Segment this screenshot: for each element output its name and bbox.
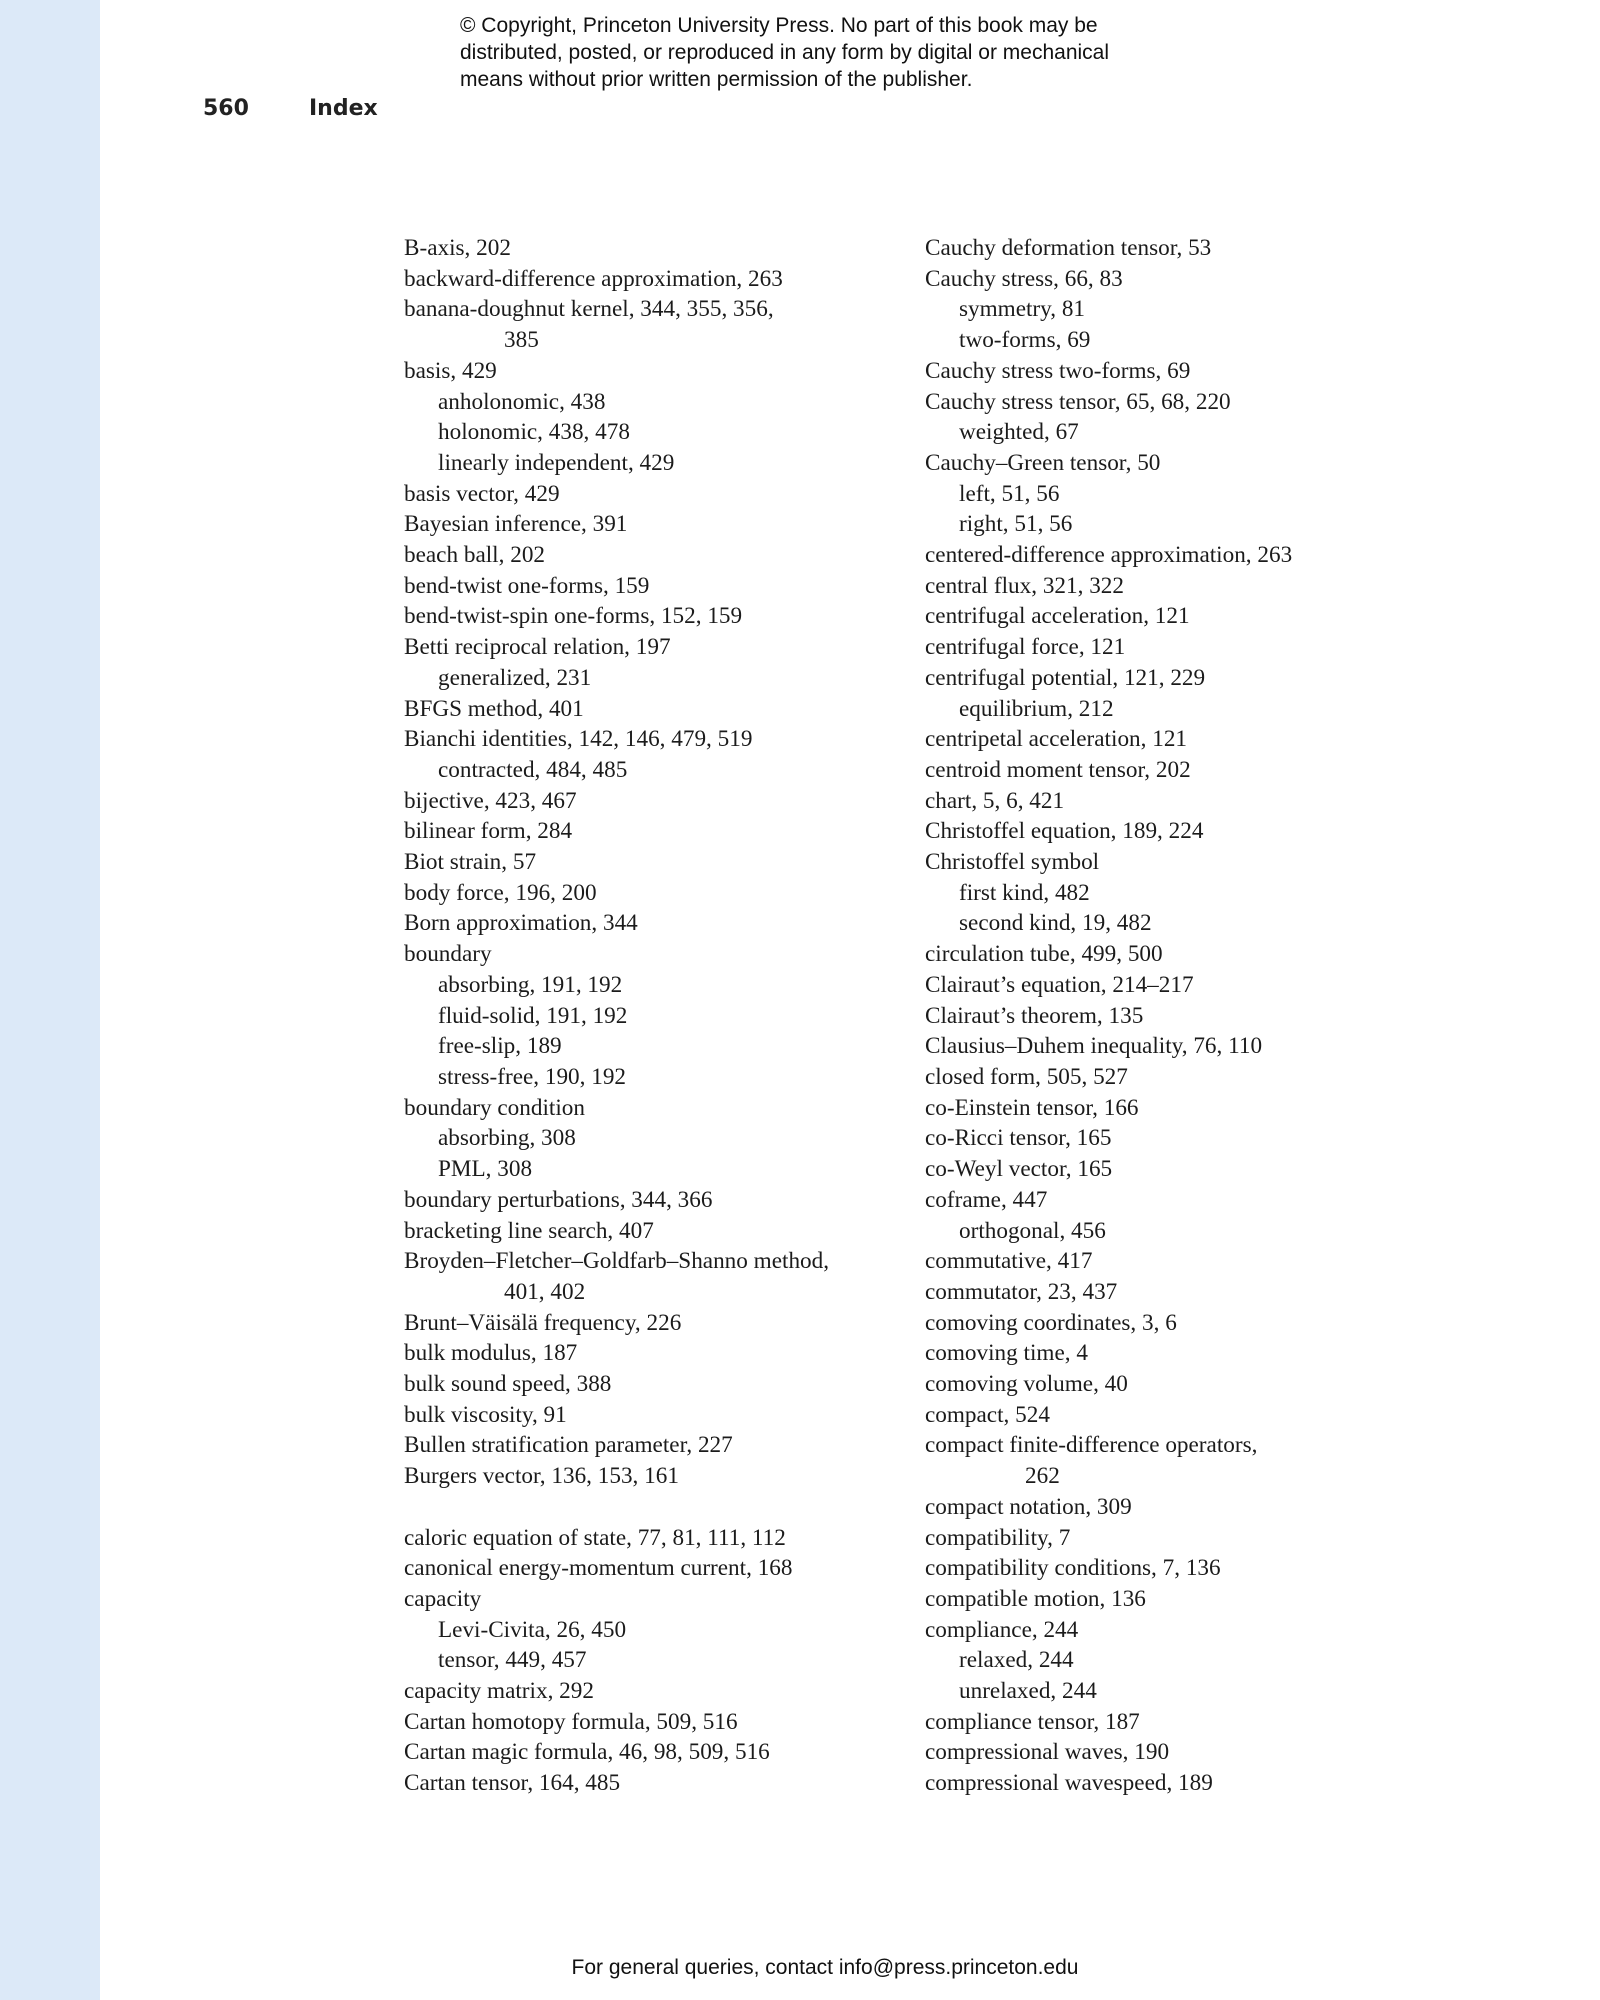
index-entry: Christoffel equation, 189, 224 (925, 818, 1204, 845)
index-entry: bulk viscosity, 91 (404, 1401, 567, 1428)
index-entry: Cartan tensor, 164, 485 (404, 1770, 621, 1797)
index-entry: boundary (404, 941, 492, 968)
index-entry: comoving volume, 40 (925, 1371, 1128, 1398)
copyright-line: means without prior written permission of the publisher. (460, 68, 973, 91)
index-entry: compatibility conditions, 7, 136 (925, 1555, 1221, 1582)
index-entry: bracketing line search, 407 (404, 1217, 654, 1244)
index-subentry: unrelaxed, 244 (959, 1678, 1097, 1705)
index-column-right (925, 233, 1425, 1799)
index-entry: compressional wavespeed, 189 (925, 1770, 1213, 1797)
index-subentry: PML, 308 (438, 1156, 533, 1183)
index-entry: centrifugal potential, 121, 229 (925, 664, 1206, 691)
index-entry: comoving coordinates, 3, 6 (925, 1309, 1177, 1336)
index-entry: Cartan homotopy formula, 509, 516 (404, 1708, 738, 1735)
index-entry: Christoffel symbol (925, 849, 1100, 876)
index-entry-continuation: 385 (504, 327, 539, 354)
index-entry: circulation tube, 499, 500 (925, 941, 1163, 968)
index-subentry: holonomic, 438, 478 (438, 419, 630, 446)
index-entry: canonical energy-momentum current, 168 (404, 1555, 793, 1582)
index-entry: caloric equation of state, 77, 81, 111, 112 (404, 1524, 786, 1551)
index-entry: centered-difference approximation, 263 (925, 542, 1293, 569)
index-subentry: linearly independent, 429 (438, 449, 675, 476)
index-subentry: equilibrium, 212 (959, 695, 1114, 722)
index-entry: basis, 429 (404, 357, 497, 384)
index-entry: body force, 196, 200 (404, 879, 597, 906)
index-subentry: stress-free, 190, 192 (438, 1063, 627, 1090)
index-subentry: two-forms, 69 (959, 327, 1091, 354)
index-entry: Betti reciprocal relation, 197 (404, 634, 671, 661)
index-entry: centroid moment tensor, 202 (925, 756, 1191, 783)
index-subentry: contracted, 484, 485 (438, 756, 628, 783)
index-entry: capacity matrix, 292 (404, 1678, 594, 1705)
index-entry: Biot strain, 57 (404, 849, 537, 876)
index-entry: Bianchi identities, 142, 146, 479, 519 (404, 726, 753, 753)
index-entry: centripetal acceleration, 121 (925, 726, 1188, 753)
index-entry: compliance tensor, 187 (925, 1708, 1140, 1735)
index-entry: bulk sound speed, 388 (404, 1371, 612, 1398)
index-entry: capacity (404, 1585, 482, 1612)
index-subentry: free-slip, 189 (438, 1033, 562, 1060)
index-entry: bilinear form, 284 (404, 818, 573, 845)
index-entry: Cauchy stress, 66, 83 (925, 265, 1123, 292)
index-entry: compliance, 244 (925, 1616, 1079, 1643)
index-subentry: fluid-solid, 191, 192 (438, 1002, 628, 1029)
index-entry: Brunt–Väisälä frequency, 226 (404, 1309, 682, 1336)
index-entry: compact notation, 309 (925, 1493, 1132, 1520)
index-entry-continuation: 401, 402 (504, 1278, 586, 1305)
index-subentry: absorbing, 308 (438, 1125, 576, 1152)
index-entry: Broyden–Fletcher–Goldfarb–Shanno method, (404, 1248, 830, 1275)
index-entry: Bullen stratification parameter, 227 (404, 1432, 733, 1459)
index-entry: Clairaut’s theorem, 135 (925, 1002, 1144, 1029)
index-entry: Clairaut’s equation, 214–217 (925, 971, 1194, 998)
index-entry: compatible motion, 136 (925, 1585, 1146, 1612)
index-entry: compact, 524 (925, 1401, 1050, 1428)
index-entry: Burgers vector, 136, 153, 161 (404, 1463, 679, 1490)
index-subentry: Levi-Civita, 26, 450 (438, 1616, 627, 1643)
index-entry: boundary condition (404, 1094, 585, 1121)
side-margin-strip (0, 0, 100, 2000)
index-entry: BFGS method, 401 (404, 695, 584, 722)
footer-contact: For general queries, contact info@press.princeton.edu (571, 1956, 1079, 1979)
index-entry: basis vector, 429 (404, 480, 560, 507)
index-subentry: symmetry, 81 (959, 296, 1086, 323)
index-subentry: left, 51, 56 (959, 480, 1060, 507)
index-entry: compatibility, 7 (925, 1524, 1071, 1551)
index-entry: Cauchy deformation tensor, 53 (925, 235, 1212, 261)
index-entry: bulk modulus, 187 (404, 1340, 578, 1367)
index-entry: boundary perturbations, 344, 366 (404, 1186, 713, 1213)
index-subentry: weighted, 67 (959, 419, 1079, 446)
index-subentry: second kind, 19, 482 (959, 910, 1152, 937)
index-entry: co-Einstein tensor, 166 (925, 1094, 1139, 1121)
index-entry: bend-twist one-forms, 159 (404, 572, 650, 599)
index-entry: central flux, 321, 322 (925, 572, 1124, 599)
index-entry: comoving time, 4 (925, 1340, 1088, 1367)
index-subentry: relaxed, 244 (959, 1647, 1074, 1674)
index-entry-continuation: 262 (1025, 1463, 1060, 1490)
index-entry: commutative, 417 (925, 1248, 1093, 1275)
index-entry: banana-doughnut kernel, 344, 355, 356, (404, 296, 774, 323)
index-subentry: generalized, 231 (438, 664, 592, 691)
index-entry: bijective, 423, 467 (404, 787, 577, 814)
index-entry: co-Weyl vector, 165 (925, 1156, 1113, 1183)
index-entry: chart, 5, 6, 421 (925, 787, 1065, 814)
copyright-line: © Copyright, Princeton University Press. No part of this book may be (460, 14, 1098, 37)
index-entry: Bayesian inference, 391 (404, 511, 628, 538)
index-column-left (404, 233, 904, 1799)
index-entry: centrifugal force, 121 (925, 634, 1126, 661)
index-subentry: right, 51, 56 (959, 511, 1073, 538)
running-head: Index (309, 96, 378, 121)
copyright-line: distributed, posted, or reproduced in any form by digital or mechanical (460, 41, 1110, 64)
index-entry: Cauchy stress two-forms, 69 (925, 357, 1191, 384)
index-entry: Clausius–Duhem inequality, 76, 110 (925, 1033, 1263, 1060)
index-entry: compact finite-difference operators, (925, 1432, 1258, 1459)
index-entry: commutator, 23, 437 (925, 1278, 1118, 1305)
index-entry: coframe, 447 (925, 1186, 1048, 1213)
index-entry: centrifugal acceleration, 121 (925, 603, 1190, 630)
index-entry: co-Ricci tensor, 165 (925, 1125, 1112, 1152)
page-number: 560 (203, 96, 249, 121)
index-entry: bend-twist-spin one-forms, 152, 159 (404, 603, 743, 630)
index-entry: compressional waves, 190 (925, 1739, 1170, 1766)
index-section-gap (404, 1492, 904, 1523)
index-entry: beach ball, 202 (404, 542, 546, 569)
index-entry: Cauchy stress tensor, 65, 68, 220 (925, 388, 1231, 415)
index-subentry: orthogonal, 456 (959, 1217, 1106, 1244)
index-subentry: absorbing, 191, 192 (438, 971, 623, 998)
index-entry: Cartan magic formula, 46, 98, 509, 516 (404, 1739, 770, 1766)
index-subentry: tensor, 449, 457 (438, 1647, 587, 1674)
index-entry: B-axis, 202 (404, 235, 511, 261)
index-subentry: first kind, 482 (959, 879, 1090, 906)
index-subentry: anholonomic, 438 (438, 388, 606, 415)
index-entry: closed form, 505, 527 (925, 1063, 1128, 1090)
index-entry: Cauchy–Green tensor, 50 (925, 449, 1161, 476)
copyright-notice (460, 12, 1220, 93)
index-entry: backward-difference approximation, 263 (404, 265, 783, 292)
index-entry: Born approximation, 344 (404, 910, 638, 937)
